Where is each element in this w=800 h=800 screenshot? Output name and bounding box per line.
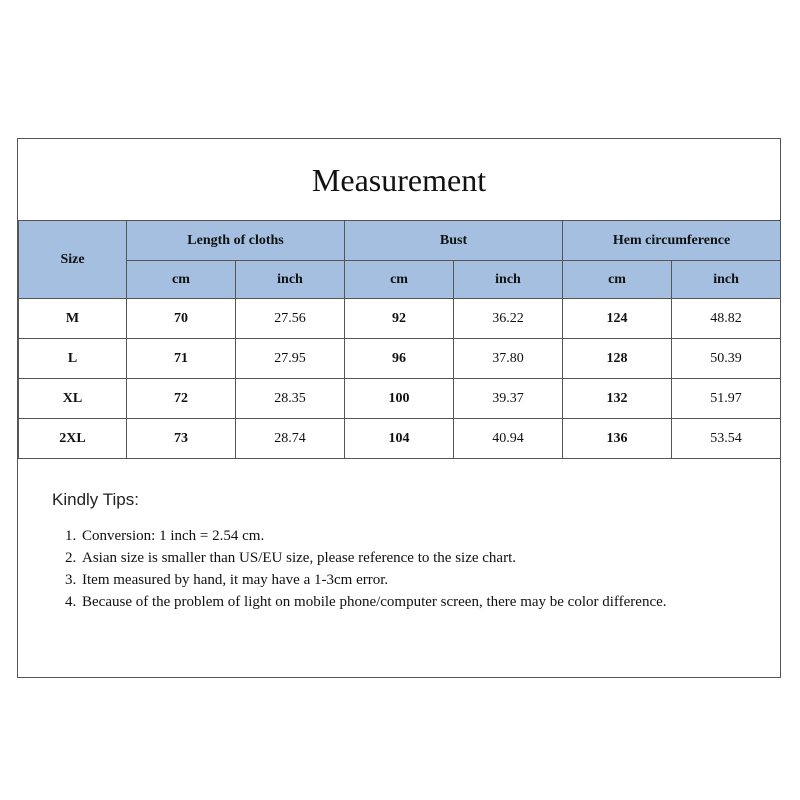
table-row xyxy=(19,419,781,459)
table-cell: 136 xyxy=(563,419,672,459)
table-row xyxy=(19,339,781,379)
group-header-bust: Bust xyxy=(345,221,563,261)
unit-header: inch xyxy=(672,261,781,299)
group-header-hem: Hem circumference xyxy=(563,221,781,261)
size-cell: L xyxy=(19,339,127,379)
table-cell: 48.82 xyxy=(672,299,781,339)
unit-header: inch xyxy=(236,261,345,299)
table-cell: 132 xyxy=(563,379,672,419)
unit-header: cm xyxy=(127,261,236,299)
table-cell: 40.94 xyxy=(454,419,563,459)
tip-item: 2. Asian size is smaller than US/EU size, please reference to the size chart. xyxy=(80,547,772,569)
size-cell: M xyxy=(19,299,127,339)
tip-item: 3. Item measured by hand, it may have a 1-3cm error. xyxy=(80,569,772,591)
table-cell: 100 xyxy=(345,379,454,419)
table-row xyxy=(19,379,781,419)
table-cell: 71 xyxy=(127,339,236,379)
group-header-length: Length of cloths xyxy=(127,221,345,261)
size-cell: 2XL xyxy=(19,419,127,459)
table-row xyxy=(19,299,781,339)
unit-header: inch xyxy=(454,261,563,299)
table-cell: 28.35 xyxy=(236,379,345,419)
tips-list xyxy=(52,525,772,613)
tips-title: Kindly Tips: xyxy=(52,490,139,509)
header-row-units xyxy=(19,261,781,299)
table-cell: 53.54 xyxy=(672,419,781,459)
header-row-groups xyxy=(19,221,781,261)
unit-header: cm xyxy=(345,261,454,299)
table-cell: 124 xyxy=(563,299,672,339)
table-cell: 51.97 xyxy=(672,379,781,419)
unit-header: cm xyxy=(563,261,672,299)
tip-item: 1. Conversion: 1 inch = 2.54 cm. xyxy=(80,525,772,547)
table-cell: 128 xyxy=(563,339,672,379)
tip-item: 4. Because of the problem of light on mobile phone/computer screen, there may be color difference. xyxy=(80,591,772,613)
table-cell: 72 xyxy=(127,379,236,419)
table-cell: 27.95 xyxy=(236,339,345,379)
table-cell: 27.56 xyxy=(236,299,345,339)
table-cell: 96 xyxy=(345,339,454,379)
table-cell: 104 xyxy=(345,419,454,459)
size-cell: XL xyxy=(19,379,127,419)
chart-title: Measurement xyxy=(311,161,487,198)
table-cell: 36.22 xyxy=(454,299,563,339)
table-cell: 28.74 xyxy=(236,419,345,459)
kindly-tips xyxy=(52,489,772,613)
table-cell: 50.39 xyxy=(672,339,781,379)
table-cell: 73 xyxy=(127,419,236,459)
table-cell: 70 xyxy=(127,299,236,339)
table-cell: 39.37 xyxy=(454,379,563,419)
size-column-header: Size xyxy=(19,221,127,299)
size-chart-card xyxy=(17,138,781,678)
table-cell: 92 xyxy=(345,299,454,339)
table-cell: 37.80 xyxy=(454,339,563,379)
size-table xyxy=(18,220,781,459)
